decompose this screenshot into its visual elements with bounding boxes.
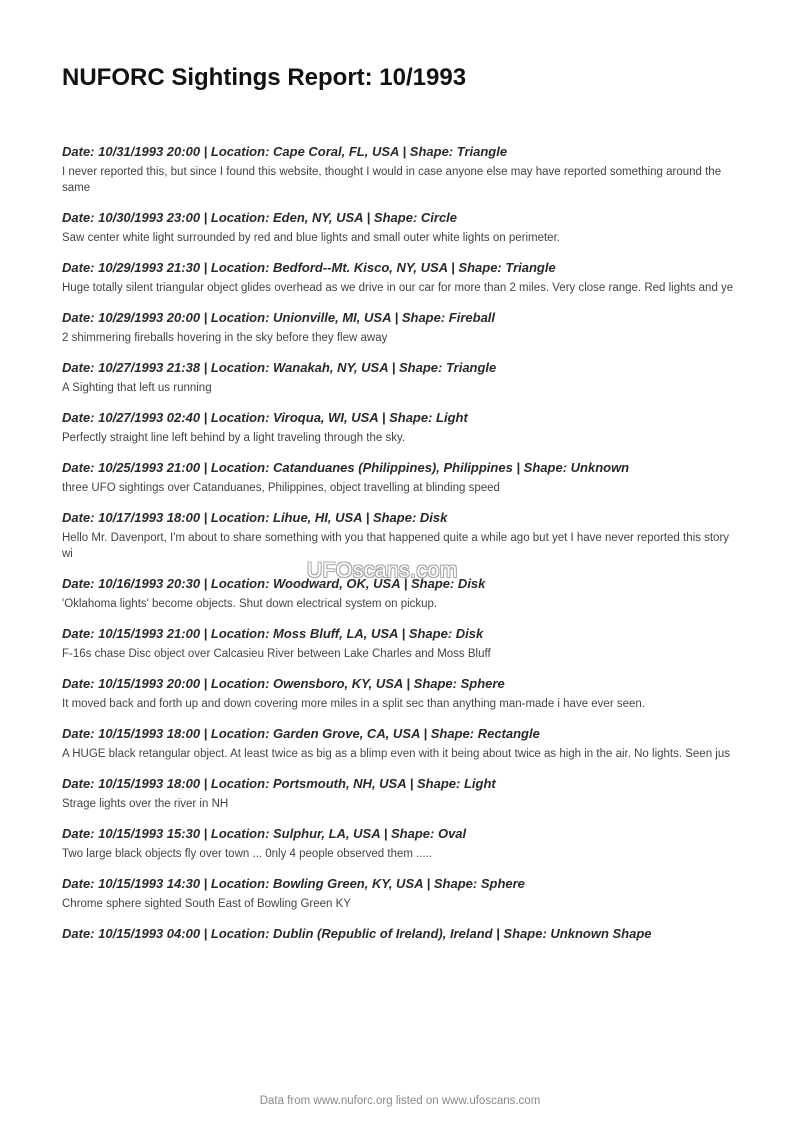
sighting-description: 2 shimmering fireballs hovering in the sky before they flew away bbox=[62, 332, 388, 344]
sighting-entry bbox=[62, 875, 742, 912]
sighting-entry bbox=[62, 309, 742, 346]
sighting-header: Date: 10/31/1993 20:00 | Location: Cape Coral, FL, USA | Shape: Triangle bbox=[62, 144, 508, 159]
page-footer: Data from www.nuforc.org listed on www.ufoscans.com bbox=[259, 1095, 541, 1107]
sighting-description: I never reported this, but since I found this website, thought I would in case anyone else may have reported something around the same bbox=[62, 166, 722, 194]
sighting-header: Date: 10/29/1993 20:00 | Location: Unionville, MI, USA | Shape: Fireball bbox=[62, 310, 496, 325]
sighting-header: Date: 10/15/1993 04:00 | Location: Dublin (Republic of Ireland), Ireland | Shape: Unknown Shape bbox=[62, 926, 652, 941]
sighting-description: 'Oklahoma lights' become objects. Shut down electrical system on pickup. bbox=[62, 598, 438, 610]
sighting-entry bbox=[62, 143, 742, 196]
sighting-entry bbox=[62, 359, 742, 396]
sighting-header: Date: 10/15/1993 14:30 | Location: Bowling Green, KY, USA | Shape: Sphere bbox=[62, 876, 525, 891]
sighting-description: Saw center white light surrounded by red and blue lights and small outer white lights on perimeter. bbox=[62, 232, 560, 244]
sighting-entry bbox=[62, 675, 742, 712]
sighting-header: Date: 10/16/1993 20:30 | Location: Woodward, OK, USA | Shape: Disk bbox=[62, 576, 486, 591]
sighting-header: Date: 10/29/1993 21:30 | Location: Bedford--Mt. Kisco, NY, USA | Shape: Triangle bbox=[62, 260, 556, 275]
sighting-description: Huge totally silent triangular object glides overhead as we drive in our car for more than 2 miles. Very close range. Red lights and ye bbox=[62, 282, 734, 294]
sighting-entry bbox=[62, 775, 742, 812]
sighting-header: Date: 10/15/1993 15:30 | Location: Sulphur, LA, USA | Shape: Oval bbox=[62, 826, 467, 841]
page-title: NUFORC Sightings Report: 10/1993 bbox=[62, 64, 467, 91]
sighting-description: Two large black objects fly over town ... 0nly 4 people observed them ..... bbox=[62, 848, 433, 860]
sighting-description: F-16s chase Disc object over Calcasieu River between Lake Charles and Moss Bluff bbox=[62, 648, 491, 660]
sighting-description: A Sighting that left us running bbox=[62, 382, 212, 394]
sighting-entry bbox=[62, 459, 742, 496]
sighting-entry bbox=[62, 509, 742, 562]
sighting-header: Date: 10/15/1993 20:00 | Location: Owensboro, KY, USA | Shape: Sphere bbox=[62, 676, 505, 691]
sighting-header: Date: 10/15/1993 18:00 | Location: Portsmouth, NH, USA | Shape: Light bbox=[62, 776, 496, 791]
sighting-description: Strage lights over the river in NH bbox=[62, 798, 229, 810]
sighting-header: Date: 10/30/1993 23:00 | Location: Eden, NY, USA | Shape: Circle bbox=[62, 210, 458, 225]
sighting-entry bbox=[62, 259, 742, 296]
sighting-description: three UFO sightings over Catanduanes, Philippines, object travelling at blinding speed bbox=[62, 482, 500, 494]
sighting-entry bbox=[62, 725, 742, 762]
sighting-description: A HUGE black retangular object. At least twice as big as a blimp even with it being about twice as high in the air. No lights. Seen jus bbox=[62, 748, 730, 760]
sighting-header: Date: 10/27/1993 21:38 | Location: Wanakah, NY, USA | Shape: Triangle bbox=[62, 360, 497, 375]
sighting-entry bbox=[62, 625, 742, 662]
sighting-description: Hello Mr. Davenport, I'm about to share something with you that happened quite a while ago but yet I have never reported this story wi bbox=[62, 532, 730, 560]
sighting-header: Date: 10/15/1993 18:00 | Location: Garden Grove, CA, USA | Shape: Rectangle bbox=[62, 726, 540, 741]
sighting-entry bbox=[62, 409, 742, 446]
sighting-entry bbox=[62, 825, 742, 862]
sighting-header: Date: 10/25/1993 21:00 | Location: Catanduanes (Philippines), Philippines | Shape: Unknown bbox=[62, 460, 630, 475]
sighting-description: It moved back and forth up and down covering more miles in a split sec than anything man-made i have ever seen. bbox=[62, 698, 645, 710]
sighting-entry bbox=[62, 925, 742, 942]
sightings-list bbox=[62, 143, 742, 955]
sighting-description: Perfectly straight line left behind by a light traveling through the sky. bbox=[62, 432, 406, 444]
sighting-description: Chrome sphere sighted South East of Bowling Green KY bbox=[62, 898, 351, 910]
sighting-entry bbox=[62, 209, 742, 246]
ufoscans-watermark: UFOscans.com bbox=[307, 559, 458, 582]
sighting-header: Date: 10/15/1993 21:00 | Location: Moss Bluff, LA, USA | Shape: Disk bbox=[62, 626, 484, 641]
sighting-header: Date: 10/27/1993 02:40 | Location: Viroqua, WI, USA | Shape: Light bbox=[62, 410, 468, 425]
sighting-header: Date: 10/17/1993 18:00 | Location: Lihue, HI, USA | Shape: Disk bbox=[62, 510, 448, 525]
